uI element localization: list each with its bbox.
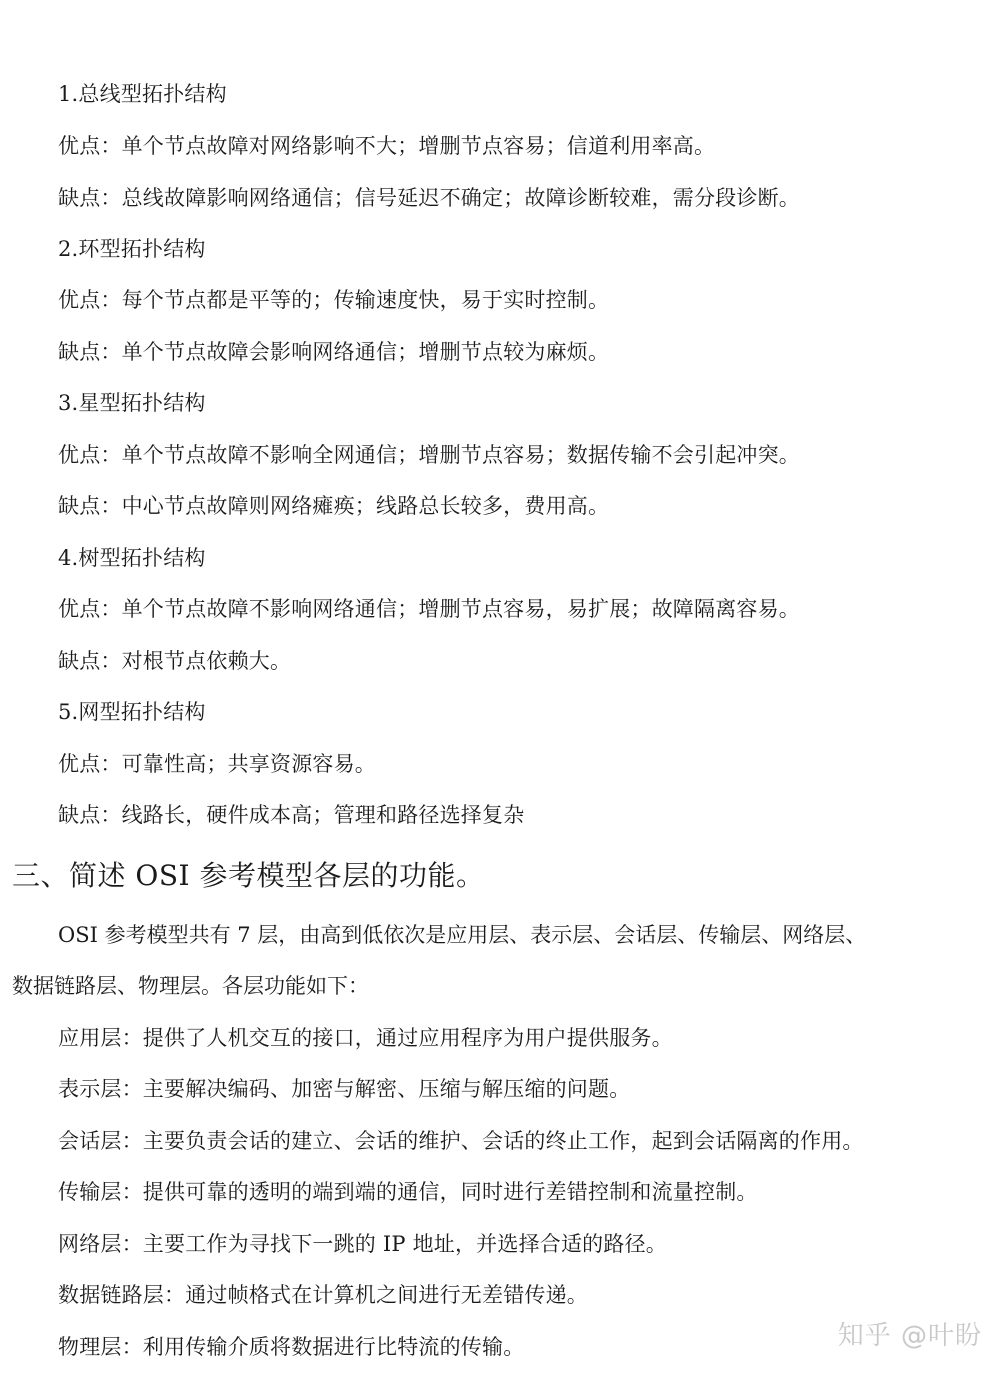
topology-title: 2.环型拓扑结构 [58,237,206,261]
layer-presentation: 表示层：主要解决编码、加密与解密、压缩与解压缩的问题。 [58,1077,631,1101]
topology-pros: 优点：单个节点故障不影响全网通信；增删节点容易；数据传输不会引起冲突。 [58,443,800,467]
intro-paragraph-line-2: 数据链路层、物理层。各层功能如下： [12,974,369,998]
topology-pros: 优点：每个节点都是平等的；传输速度快，易于实时控制。 [58,288,610,312]
topology-cons: 缺点：对根节点依赖大。 [58,649,292,673]
topology-cons: 缺点：总线故障影响网络通信；信号延迟不确定；故障诊断较难，需分段诊断。 [58,186,800,210]
topology-cons: 缺点：单个节点故障会影响网络通信；增删节点较为麻烦。 [58,340,610,364]
topology-title: 3.星型拓扑结构 [58,391,206,415]
zhihu-watermark: 知乎 @叶盼 [837,1321,982,1351]
layer-network: 网络层：主要工作为寻找下一跳的 IP 地址，并选择合适的路径。 [58,1232,667,1256]
topology-title: 1.总线型拓扑结构 [58,82,227,106]
intro-paragraph-line-1: OSI 参考模型共有 7 层，由高到低依次是应用层、表示层、会话层、传输层、网络层、 [58,923,867,947]
topology-pros: 优点：单个节点故障不影响网络通信；增删节点容易，易扩展；故障隔离容易。 [58,597,800,621]
layer-transport: 传输层：提供可靠的透明的端到端的通信，同时进行差错控制和流量控制。 [58,1180,758,1204]
topology-pros: 优点：可靠性高；共享资源容易。 [58,752,376,776]
layer-physical: 物理层：利用传输介质将数据进行比特流的传输。 [58,1335,525,1359]
layer-data-link: 数据链路层：通过帧格式在计算机之间进行无差错传递。 [58,1283,588,1307]
topology-title: 5.网型拓扑结构 [58,700,206,724]
topology-title: 4.树型拓扑结构 [58,546,206,570]
topology-cons: 缺点：线路长，硬件成本高；管理和路径选择复杂 [58,803,525,827]
layer-session: 会话层：主要负责会话的建立、会话的维护、会话的终止工作，起到会话隔离的作用。 [58,1129,864,1153]
layer-application: 应用层：提供了人机交互的接口，通过应用程序为用户提供服务。 [58,1026,673,1050]
topology-pros: 优点：单个节点故障对网络影响不大；增删节点容易；信道利用率高。 [58,134,716,158]
section-heading: 三、简述 OSI 参考模型各层的功能。 [12,859,485,892]
topology-cons: 缺点：中心节点故障则网络瘫痪；线路总长较多，费用高。 [58,494,610,518]
